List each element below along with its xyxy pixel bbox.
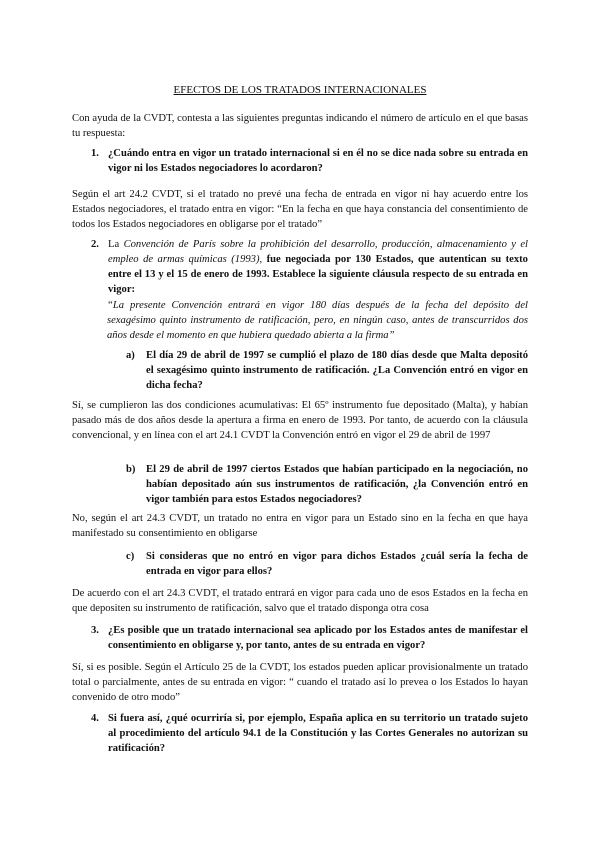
question-c-text: Si consideras que no entró en vigor para dichos Estados ¿cuál sería la fecha de entrada en vigor para ellos? [146, 551, 528, 577]
question-3 [91, 623, 528, 653]
answer-a: Sí, se cumplieron las dos condiciones acumulativas: El 65º instrumento fue depositado (Malta), y habían pasado más de dos años desde la apertura a firma en enero de 1993. Por tanto, de acuerdo con la cláusula convencional, y en línea con el art 24.1 CVDT la Convención entró en vigor el 29 de abril de 1997 [72, 400, 528, 441]
question-b-letter: b) [126, 464, 136, 475]
question-2-text: fue negociada por 130 Estados, que autentican su texto entre el 13 y el 15 de enero de 1993. Establece la siguiente cláusula respecto de su entrada en vigor: [108, 254, 528, 295]
question-3-number: 3. [91, 625, 99, 636]
question-1-number: 1. [91, 148, 99, 159]
question-2-convention-title: Convención de París sobre la prohibición del desarrollo, producción, almacenamiento y el empleo de armas químicas (1993), [108, 239, 528, 265]
convention-clause-quote: “La presente Convención entrará en vigor 180 días después de la fecha del depósito del sexagésimo quinto instrumento de ratificación, pero, en ningún caso, antes de transcurridos dos años desde el momento en que hubiera quedado abierta a la firma” [107, 300, 528, 341]
question-2 [91, 237, 528, 297]
question-a-text: El día 29 de abril de 1997 se cumplió el plazo de 180 días desde que Malta depositó el sexagésimo quinto instrumento de ratificación. ¿La Convención entró en vigor en dicha fecha? [146, 350, 528, 391]
intro-paragraph: Con ayuda de la CVDT, contesta a las siguientes preguntas indicando el número de artículo en el que basas tu respuesta: [72, 113, 528, 139]
answer-b: No, según el art 24.3 CVDT, un tratado no entra en vigor para un Estado sino en la fecha en que haya manifestado su consentimiento en obligarse [72, 513, 528, 539]
question-c-letter: c) [126, 551, 135, 562]
question-3-text: ¿Es posible que un tratado internacional sea aplicado por los Estados antes de manifestar el consentimiento en obligarse y, por tanto, antes de su entrada en vigor? [108, 625, 528, 651]
answer-c: De acuerdo con el art 24.3 CVDT, el tratado entrará en vigor para cada uno de esos Estados en la fecha en que depositen su instrumento de ratificación, salvo que el tratado disponga otra cosa [72, 588, 528, 614]
question-4-number: 4. [91, 713, 99, 724]
question-b [126, 462, 528, 507]
question-4 [91, 711, 528, 756]
question-a [126, 348, 528, 393]
question-b-text: El 29 de abril de 1997 ciertos Estados que habían participado en la negociación, no habían depositado aún sus instrumentos de ratificación, ¿la Convención entró en vigor también para estos Estados negociadores? [146, 464, 528, 505]
question-1 [91, 146, 528, 176]
answer-3: Sí, si es posible. Según el Artículo 25 de la CVDT, los estados pueden aplicar provisionalmente un tratado total o parcialmente, antes de su entrada en vigor: “ cuando el tratado así lo prevea o los Estados lo hayan convenido de otro modo” [72, 662, 528, 703]
question-4-text: Si fuera así, ¿qué ocurriría si, por ejemplo, España aplica en su territorio un tratado sujeto al procedimiento del artículo 94.1 de la Constitución y las Cortes Generales no autorizan su ratificación? [108, 713, 528, 754]
question-2-number: 2. [91, 239, 99, 250]
page-title: EFECTOS DE LOS TRATADOS INTERNACIONALES [173, 84, 427, 96]
answer-1: Según el art 24.2 CVDT, si el tratado no prevé una fecha de entrada en vigor ni hay acuerdo entre los Estados negociadores, el tratado entra en vigor: “En la fecha en que haya constancia del consentimiento de todos los Estados negociadores en obligarse por el tratado” [72, 189, 528, 230]
question-1-text: ¿Cuándo entra en vigor un tratado internacional si en él no se dice nada sobre su entrada en vigor ni los Estados negociadores lo acordaron? [108, 148, 528, 174]
question-c [126, 549, 528, 579]
question-2-lead: La [108, 239, 124, 250]
question-a-letter: a) [126, 350, 135, 361]
